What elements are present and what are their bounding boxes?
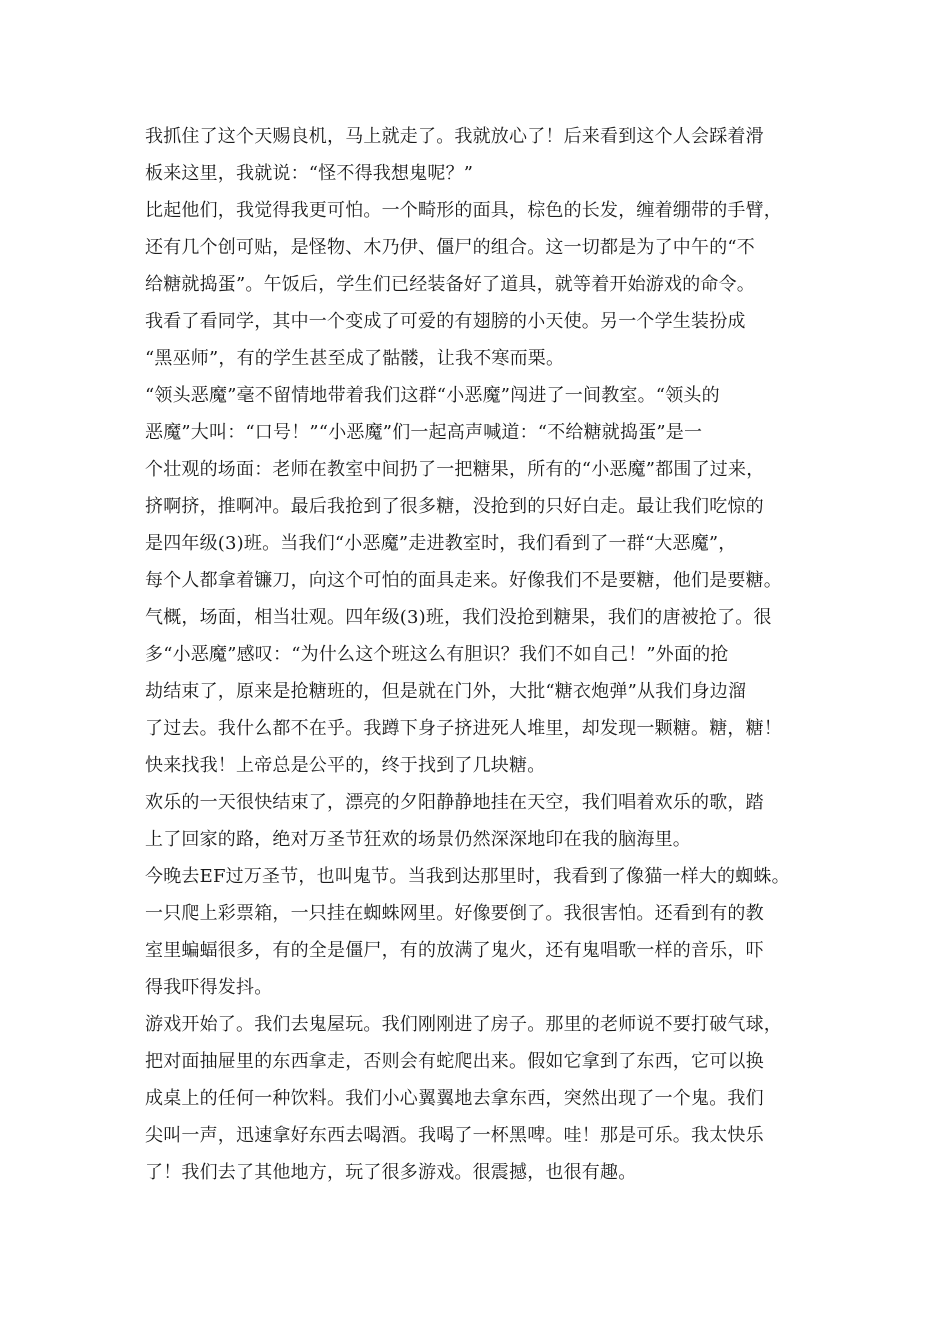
text-line: 还有几个创可贴，是怪物、木乃伊、僵尸的组合。这一切都是为了中午的“不 (145, 237, 755, 258)
text-line: 挤啊挤，推啊冲。最后我抢到了很多糖，没抢到的只好白走。最让我们吃惊的 (145, 496, 764, 517)
text-line: 给糖就捣蛋”。午饭后，学生们已经装备好了道具，就等着开始游戏的命令。 (145, 274, 755, 295)
text-line: 了！我们去了其他地方，玩了很多游戏。很震撼，也很有趣。 (145, 1162, 637, 1183)
text-line: 个壮观的场面：老师在教室中间扔了一把糖果，所有的“小恶魔”都围了过来， (145, 459, 765, 480)
text-line: 板来这里，我就说：“怪不得我想鬼呢？” (145, 163, 474, 184)
text-line: 恶魔”大叫：“口号！”“小恶魔”们一起高声喊道：“不给糖就捣蛋”是一 (145, 422, 703, 443)
text-line: 我抓住了这个天赐良机，马上就走了。我就放心了！后来看到这个人会踩着滑 (145, 126, 764, 147)
text-line: 尖叫一声，迅速拿好东西去喝酒。我喝了一杯黑啤。哇！那是可乐。我太快乐 (145, 1125, 764, 1146)
text-line: 游戏开始了。我们去鬼屋玩。我们刚刚进了房子。那里的老师说不要打破气球， (145, 1014, 782, 1035)
text-line: 快来找我！上帝总是公平的，终于找到了几块糖。 (145, 755, 546, 776)
text-line: 气概，场面，相当壮观。四年级(3)班，我们没抢到糖果，我们的唐被抢了。很 (145, 607, 772, 628)
text-line: 今晚去EF过万圣节，也叫鬼节。当我到达那里时，我看到了像猫一样大的蜘蛛。 (145, 866, 790, 887)
text-line: 多“小恶魔”感叹：“为什么这个班这么有胆识？我们不如自己！”外面的抢 (145, 644, 729, 665)
body-text (145, 118, 835, 1191)
text-line: 了过去。我什么都不在乎。我蹲下身子挤进死人堆里，却发现一颗糖。糖，糖！ (145, 718, 782, 739)
text-line: 成桌上的任何一种饮料。我们小心翼翼地去拿东西，突然出现了一个鬼。我们 (145, 1088, 764, 1109)
text-line: 一只爬上彩票箱，一只挂在蜘蛛网里。好像要倒了。我很害怕。还看到有的教 (145, 903, 764, 924)
text-line: 是四年级(3)班。当我们“小恶魔”走进教室时，我们看到了一群“大恶魔”， (145, 533, 737, 554)
text-line: 欢乐的一天很快结束了，漂亮的夕阳静静地挂在天空，我们唱着欢乐的歌，踏 (145, 792, 764, 813)
text-line: 得我吓得发抖。 (145, 977, 273, 998)
text-line: 室里蝙蝠很多，有的全是僵尸，有的放满了鬼火，还有鬼唱歌一样的音乐，吓 (145, 940, 764, 961)
text-line: 每个人都拿着镰刀，向这个可怕的面具走来。好像我们不是要糖，他们是要糖。 (145, 570, 782, 591)
text-line: “黑巫师”，有的学生甚至成了骷髅，让我不寒而栗。 (145, 348, 565, 369)
text-line: “领头恶魔”毫不留情地带着我们这群“小恶魔”闯进了一间教室。“领头的 (145, 385, 720, 406)
text-line: 劫结束了，原来是抢糖班的，但是就在门外，大批“糖衣炮弹”从我们身边溜 (145, 681, 747, 702)
text-line: 比起他们，我觉得我更可怕。一个畸形的面具，棕色的长发，缠着绷带的手臂， (145, 200, 782, 221)
text-line: 上了回家的路，绝对万圣节狂欢的场景仍然深深地印在我的脑海里。 (145, 829, 691, 850)
text-line: 我看了看同学，其中一个变成了可爱的有翅膀的小天使。另一个学生装扮成 (145, 311, 746, 332)
text-line: 把对面抽屉里的东西拿走，否则会有蛇爬出来。假如它拿到了东西，它可以换 (145, 1051, 764, 1072)
